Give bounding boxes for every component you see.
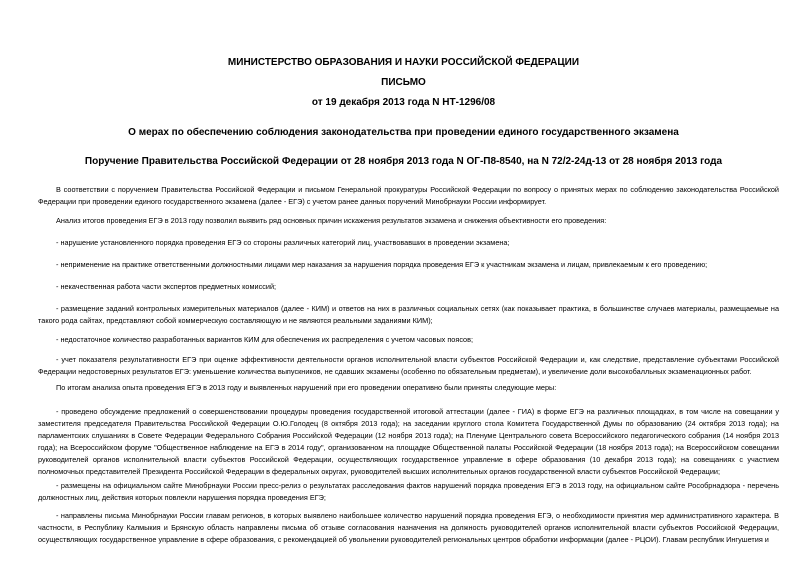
list-item: - недостаточное количество разработанных вариантов КИМ для обеспечения их распределения с учетом часовых поясов; — [56, 335, 474, 344]
list-item: - неприменение на практике ответственными должностными лицами мер наказания за нарушения порядка проведения ЕГЭ к участникам экзамена и лицам, привлекаемым к его проведению; — [56, 260, 708, 269]
list-item: - размещены на официальном сайте Минобрнауки России пресс-релиз о результатах расследования фактов нарушений порядка проведения ЕГЭ в 2013 году, на официальном сайте Рособрнадзора - перечень должностных лиц, действия которых повлекли нарушения порядка проведения ЕГЭ; — [38, 481, 779, 502]
paragraph-intro: В соответствии с поручением Правительства Российской Федерации и письмом Генеральной прокуратуры Российской Федерации по вопросу о принятых мерах по соблюдению законодательства Российской Федерации при проведении единого государственного экзамена (далее - ЕГЭ) с учетом ранее данных поручений Минобрнауки России информирует. — [38, 185, 779, 206]
document-type: ПИСЬМО — [381, 77, 426, 88]
list-item: - направлены письма Минобрнауки России главам регионов, в которых выявлено наибольшее количество нарушений порядка проведения ЕГЭ, о необходимости принятия мер административного характера. В частности, в Республику Калмыкия и Брянскую область направлены письма об отзыве согласования назначения на должность руководителей органов исполнительной власти субъектов Российской Федерации, осуществляющих государственное управление в сфере образования, с рекомендацией об увольнении руководителей региональных центров обработки информации (далее - РЦОИ). Главам республик Ингушетия и — [38, 511, 779, 544]
ministry-heading: МИНИСТЕРСТВО ОБРАЗОВАНИЯ И НАУКИ РОССИЙСКОЙ ФЕДЕРАЦИИ — [227, 57, 580, 68]
list-item: - учет показателя результативности ЕГЭ при оценке эффективности деятельности органов исполнительной власти субъектов Российской Федерации и, как следствие, представление субъектами Российской Федерации недостоверных результатов ЕГЭ: уменьшение количества выпускников, не сдавших экзамены (особенно по обязательным предметам), и увеличение доли высокобалльных экзаменационных работ. — [38, 355, 779, 376]
paragraph-analysis: Анализ итогов проведения ЕГЭ в 2013 году позволил выявить ряд основных причин искажения результатов экзамена и снижения объективности его проведения: — [56, 216, 607, 225]
list-item: - некачественная работа части экспертов предметных комиссий; — [56, 282, 277, 291]
list-item: - размещение заданий контрольных измерительных материалов (далее - КИМ) и ответов на них в различных социальных сетях (как показывает практика, в большинстве случаев материалы, размещаемые на такого рода сайтах, представляют собой коммерческую составляющую и не являются реальными заданиями КИМ); — [38, 304, 779, 325]
list-item: - нарушение установленного порядка проведения ЕГЭ со стороны различных категорий лиц, участвовавших в проведении экзамена; — [56, 238, 510, 247]
list-item: - проведено обсуждение предложений о совершенствовании процедуры проведения государственной итоговой аттестации (далее - ГИА) в форме ЕГЭ на различных площадках, в том числе на совещании у заместителя председателя Правительства Российской Федерации О.Ю.Голодец (8 октября 2013 года); на заседании круглого стола Комитета Государственной Думы по образованию (24 октября 2013 года); на парламентских слушаниях в Совете Федерации Федерального Собрания Российской Федерации (12 ноября 2013 года); на Пленуме Центрального совета Всероссийского педагогического собрания (14 ноября 2013 года); на Всероссийском форуме "Общественное наблюдение на ЕГЭ в 2014 году", организованном на площадке Общественной палаты Российской Федерации (18 ноября 2013 года); на Всероссийском совещании руководителей органов исполнительной власти субъектов Российской Федерации, осуществляющих государственное управление в сфере образования (10 декабря 2013 года); на совещаниях с участием полномочных представителей Президента Российской Федерации в федеральных округах, руководителей высших исполнительных органов государственной власти субъектов Российской Федерации; — [38, 407, 779, 476]
government-instruction: Поручение Правительства Российской Федерации от 28 ноября 2013 года N ОГ-П8-8540, на N 72/2-24д-13 от 28 ноября 2013 года — [84, 156, 723, 167]
document-subject: О мерах по обеспечению соблюдения законодательства при проведении единого государственного экзамена — [128, 127, 679, 138]
paragraph-measures: По итогам анализа опыта проведения ЕГЭ в 2013 году и выявленных нарушений при его проведении оперативно были приняты следующие меры: — [56, 383, 557, 392]
document-date-number: от 19 декабря 2013 года N НТ-1296/08 — [311, 97, 496, 108]
